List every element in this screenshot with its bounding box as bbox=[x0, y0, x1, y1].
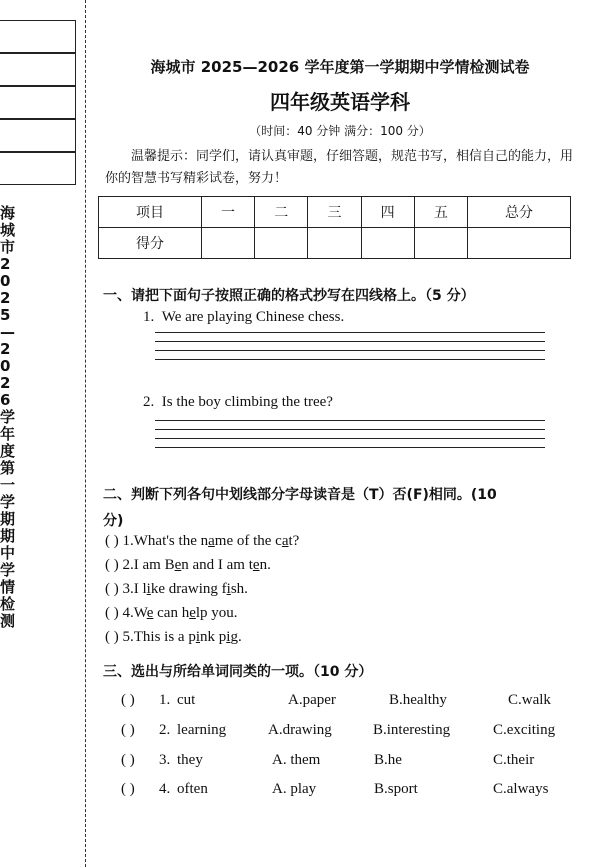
underlined-letter: i bbox=[146, 581, 151, 597]
score-cell bbox=[255, 228, 308, 259]
answer-paren[interactable]: ( ) bbox=[121, 781, 135, 797]
answer-paren[interactable]: ( ) bbox=[105, 581, 119, 597]
binding-box bbox=[0, 20, 76, 53]
option-a: A.drawing bbox=[268, 722, 332, 738]
answer-paren[interactable]: ( ) bbox=[105, 629, 119, 645]
item-text: Is the boy climbing the tree? bbox=[161, 394, 333, 410]
option-a: A. them bbox=[272, 752, 321, 768]
answer-paren[interactable]: ( ) bbox=[105, 557, 119, 573]
item-number: 5. bbox=[122, 629, 134, 645]
score-header-cell: 总分 bbox=[468, 197, 571, 228]
item-number: 2. bbox=[122, 557, 134, 573]
item-number: 4. bbox=[159, 781, 171, 797]
option-b: B.interesting bbox=[373, 722, 451, 738]
item-text: nk p bbox=[200, 629, 227, 645]
given-word: often bbox=[177, 781, 208, 797]
item-number: 1. bbox=[122, 533, 134, 549]
exam-info: （时间：40 分钟 满分：100 分） bbox=[249, 124, 431, 138]
answer-paren[interactable]: ( ) bbox=[105, 533, 119, 549]
cut-line bbox=[85, 0, 86, 867]
underlined-letter: e bbox=[189, 605, 196, 621]
score-cell bbox=[361, 228, 414, 259]
item-text: g. bbox=[230, 629, 242, 645]
answer-paren[interactable]: ( ) bbox=[121, 722, 135, 738]
binding-box bbox=[0, 152, 76, 185]
section2-title: 二、判断下列各句中划线部分字母读音是（T）否(F)相同。(10 bbox=[103, 487, 497, 503]
score-header-cell: 二 bbox=[255, 197, 308, 228]
section1-item-2 bbox=[143, 394, 333, 411]
judge-item bbox=[105, 605, 238, 622]
item-text: What's the n bbox=[133, 533, 209, 549]
item-number: 2. bbox=[159, 722, 171, 738]
item-text: can h bbox=[153, 605, 190, 621]
answer-paren[interactable]: ( ) bbox=[121, 692, 135, 708]
item-text: lp you. bbox=[195, 605, 238, 621]
item-number: 4. bbox=[122, 605, 134, 621]
item-number: 3. bbox=[122, 581, 134, 597]
score-cell bbox=[308, 228, 361, 259]
given-word: learning bbox=[177, 722, 227, 738]
judge-item bbox=[105, 533, 299, 550]
four-line-grid bbox=[155, 420, 545, 456]
item-text: n and I am t bbox=[181, 557, 253, 573]
score-table-header-row bbox=[99, 197, 571, 228]
given-word: they bbox=[177, 752, 203, 768]
option-a: A.paper bbox=[288, 692, 336, 708]
score-header-cell: 五 bbox=[414, 197, 467, 228]
underlined-letter: i bbox=[226, 581, 231, 597]
item-number: 1. bbox=[143, 309, 155, 325]
underlined-letter: a bbox=[208, 533, 215, 549]
item-number: 3. bbox=[159, 752, 171, 768]
answer-paren[interactable]: ( ) bbox=[121, 752, 135, 768]
score-cell bbox=[201, 228, 254, 259]
score-header-cell: 项目 bbox=[99, 197, 202, 228]
judge-item bbox=[105, 557, 271, 574]
section2-title-cont: 分) bbox=[103, 513, 124, 529]
judge-item bbox=[105, 629, 242, 646]
underlined-letter: i bbox=[226, 629, 231, 645]
option-c: C.always bbox=[493, 781, 549, 797]
underlined-letter: e bbox=[146, 605, 154, 621]
exam-tips: 温馨提示：同学们，请认真审题，仔细答题，规范书写，相信自己的能力，用你的智慧书写精彩试卷，努力！ bbox=[105, 149, 574, 186]
underlined-letter: i bbox=[195, 629, 201, 645]
score-cell bbox=[414, 228, 467, 259]
option-c: C.their bbox=[493, 752, 535, 768]
item-text: n. bbox=[259, 557, 271, 573]
item-text: This is a p bbox=[133, 629, 196, 645]
section3-title: 三、选出与所给单词同类的一项。（10 分） bbox=[103, 664, 373, 680]
binding-box bbox=[0, 119, 76, 152]
score-header-cell: 一 bbox=[201, 197, 254, 228]
option-b: B.sport bbox=[374, 781, 418, 797]
item-number: 1. bbox=[159, 692, 171, 708]
item-text: sh. bbox=[230, 581, 248, 597]
binding-vertical-title: 海城市2025—2026学年度第一学期期中学情检测 bbox=[0, 204, 16, 630]
section1-title: 一、请把下面句子按照正确的格式抄写在四线格上。（5 分） bbox=[103, 288, 475, 304]
option-a: A. play bbox=[272, 781, 317, 797]
item-text: I l bbox=[133, 581, 147, 597]
choice-item bbox=[95, 722, 595, 742]
score-cell bbox=[468, 228, 571, 259]
choice-item bbox=[95, 752, 595, 772]
item-text: me of the c bbox=[214, 533, 282, 549]
given-word: cut bbox=[177, 692, 196, 708]
score-table bbox=[98, 196, 571, 259]
option-c: C.exciting bbox=[493, 722, 556, 738]
binding-margin bbox=[0, 0, 80, 867]
underlined-letter: e bbox=[252, 557, 260, 573]
option-b: B.healthy bbox=[389, 692, 447, 708]
answer-paren[interactable]: ( ) bbox=[105, 605, 119, 621]
item-text: t? bbox=[288, 533, 300, 549]
score-row-label: 得分 bbox=[99, 228, 202, 259]
exam-title: 海城市 2025—2026 学年度第一学期期中学情检测试卷 bbox=[150, 58, 530, 76]
judge-item bbox=[105, 581, 248, 598]
four-line-grid bbox=[155, 332, 545, 368]
score-header-cell: 三 bbox=[308, 197, 361, 228]
choice-item bbox=[95, 781, 595, 801]
option-b: B.he bbox=[374, 752, 402, 768]
option-c: C.walk bbox=[508, 692, 551, 708]
score-table-score-row bbox=[99, 228, 571, 259]
binding-box bbox=[0, 53, 76, 86]
score-header-cell: 四 bbox=[361, 197, 414, 228]
item-number: 2. bbox=[143, 394, 155, 410]
item-text: ke drawing f bbox=[150, 581, 227, 597]
underlined-letter: a bbox=[281, 533, 289, 549]
underlined-letter: e bbox=[174, 557, 182, 573]
item-text: I am B bbox=[133, 557, 175, 573]
binding-box bbox=[0, 86, 76, 119]
choice-item bbox=[95, 692, 595, 712]
section1-item-1 bbox=[143, 309, 344, 326]
item-text: W bbox=[133, 605, 147, 621]
item-text: We are playing Chinese chess. bbox=[161, 309, 345, 325]
exam-subject: 四年级英语学科 bbox=[270, 90, 410, 114]
